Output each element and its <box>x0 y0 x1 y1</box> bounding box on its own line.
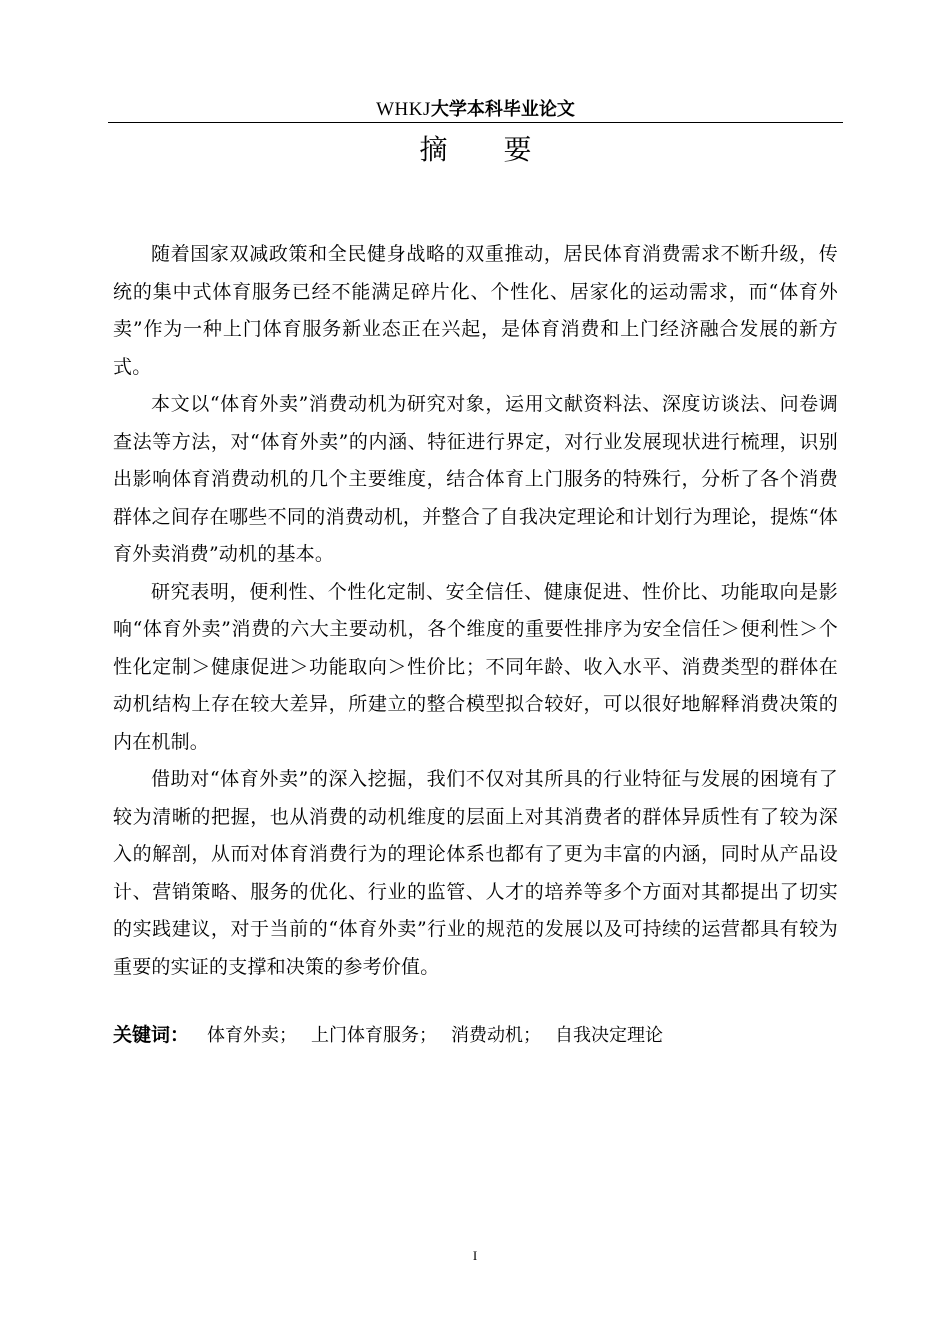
keyword-item: 体育外卖； <box>207 1025 298 1046</box>
abstract-paragraph: 借助对“体育外卖”的深入挖掘，我们不仅对其所具的行业特征与发展的困境有了较为清晰的把握，也从消费的动机维度的层面上对其消费者的群体异质性有了较为深入的解剖，从而对体育消费行为的理论体系也都有了更为丰富的内涵，同时从产品设计、营销策略、服务的优化、行业的监管、人才的培养等多个方面对其都提出了切实的实践建议，对于当前的“体育外卖”行业的规范的发展以及可持续的运营都具有较为重要的实证的支撑和决策的参考价值。 <box>113 768 838 978</box>
keyword-item: 自我决定理论 <box>555 1025 664 1046</box>
header-rule <box>108 122 843 123</box>
header-title: 大学本科毕业论文 <box>430 99 575 120</box>
header-prefix: WHKJ <box>376 99 431 120</box>
abstract-body <box>113 236 838 986</box>
abstract-paragraph: 研究表明，便利性、个性化定制、安全信任、健康促进、性价比、功能取向是影响“体育外卖”消费的六大主要动机，各个维度的重要性排序为安全信任＞便利性＞个性化定制＞健康促进＞功能取向＞性价比；不同年龄、收入水平、消费类型的群体在动机结构上存在较大差异，所建立的整合模型拟合较好，可以很好地解释消费决策的内在机制。 <box>113 580 838 753</box>
keywords-list <box>207 1025 677 1046</box>
page-title: 摘 要 <box>419 133 532 166</box>
keyword-item: 消费动机； <box>451 1025 542 1046</box>
running-header <box>108 96 843 122</box>
keyword-item: 上门体育服务； <box>311 1025 438 1046</box>
keywords-line <box>113 1018 838 1052</box>
page-number: I <box>472 1248 478 1263</box>
keywords-label: 关键词： <box>113 1024 190 1046</box>
abstract-paragraph: 本文以“体育外卖”消费动机为研究对象，运用文献资料法、深度访谈法、问卷调查法等方法，对“体育外卖”的内涵、特征进行界定，对行业发展现状进行梳理，识别出影响体育消费动机的几个主要维度，结合体育上门服务的特殊行，分析了各个消费群体之间存在哪些不同的消费动机，并整合了自我决定理论和计划行为理论，提炼“体育外卖消费”动机的基本。 <box>113 393 838 565</box>
abstract-paragraph: 随着国家双减政策和全民健身战略的双重推动，居民体育消费需求不断升级，传统的集中式体育服务已经不能满足碎片化、个性化、居家化的运动需求，而“体育外卖”作为一种上门体育服务新业态正在兴起，是体育消费和上门经济融合发展的新方式。 <box>113 243 838 378</box>
